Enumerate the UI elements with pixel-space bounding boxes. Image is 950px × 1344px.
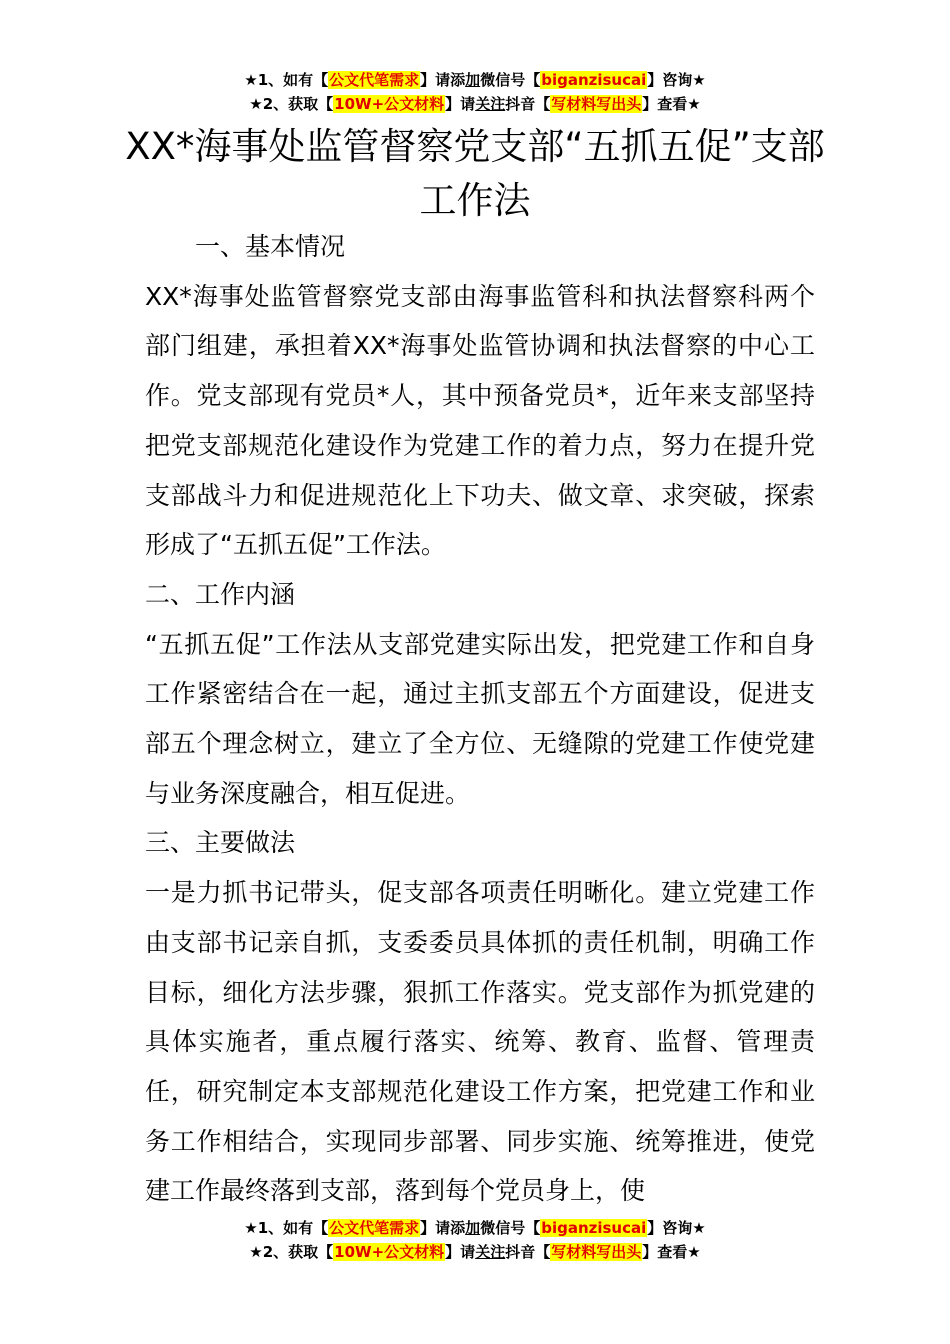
document-body	[145, 222, 815, 1216]
promo-emphasis: 关注	[475, 1243, 506, 1261]
document-title: XX*海事处监管督察党支部“五抓五促”支部工作法	[125, 125, 825, 222]
promo-line-2	[0, 92, 950, 116]
star-icon: ★	[692, 71, 706, 89]
promo-line-1	[0, 1216, 950, 1240]
promo-text: 】请添	[420, 1219, 466, 1237]
promo-banner-top	[0, 68, 950, 116]
promo-highlight: 公文代笔需求	[329, 1219, 420, 1237]
promo-text: 】咨询	[647, 71, 693, 89]
promo-text: 】请添	[420, 71, 466, 89]
promo-text: 】咨询	[647, 1219, 693, 1237]
promo-text: 微信号【	[480, 1219, 541, 1237]
paragraph: “五抓五促”工作法从支部党建实际出发，把党建工作和自身工作紧密结合在一起，通过主抓支部五个方面建设，促进支部五个理念树立，建立了全方位、无缝隙的党建工作使党建与业务深度融合，相互促进。	[145, 629, 815, 808]
promo-text: 】查看	[642, 1243, 688, 1261]
paragraph: XX*海事处监管督察党支部由海事监管科和执法督察科两个部门组建，承担着XX*海事处监管协调和执法督察的中心工作。党支部现有党员*人，其中预备党员*，近年来支部坚持把党支部规范化建设作为党建工作的着力点，努力在提升党支部战斗力和促进规范化上下功夫、做文章、求突破，探索形成了“五抓五促”工作法。	[145, 281, 815, 560]
promo-emphasis: 加	[465, 71, 481, 89]
promo-text: 1、如有【	[257, 1219, 329, 1237]
promo-wechat-id: biganzisucai	[541, 71, 647, 89]
promo-line-2	[0, 1240, 950, 1264]
star-icon: ★	[249, 1243, 263, 1261]
star-icon: ★	[244, 1219, 258, 1237]
promo-text: 2、获取【	[262, 95, 334, 113]
promo-emphasis: 加	[465, 1219, 481, 1237]
section-heading: 三、主要做法	[145, 828, 296, 858]
promo-text: 微信号【	[480, 71, 541, 89]
star-icon: ★	[244, 71, 258, 89]
promo-douyin-id: 写材料写出头	[551, 1243, 642, 1261]
star-icon: ★	[687, 95, 701, 113]
promo-text: 2、获取【	[262, 1243, 334, 1261]
promo-highlight: 10W+公文材料	[334, 1243, 445, 1261]
promo-banner-bottom	[0, 1216, 950, 1264]
promo-highlight: 10W+公文材料	[334, 95, 445, 113]
paragraph: 一是力抓书记带头，促支部各项责任明晰化。建立党建工作由支部书记亲自抓，支委委员具体抓的责任机制，明确工作目标，细化方法步骤，狠抓工作落实。党支部作为抓党建的具体实施者，重点履行落实、统筹、教育、监督、管理责任，研究制定本支部规范化建设工作方案，把党建工作和业务工作相结合，实现同步部署、同步实施、统筹推进，使党建工作最终落到支部，落到每个党员身上，使	[145, 878, 815, 1206]
promo-text: 】查看	[642, 95, 688, 113]
star-icon: ★	[692, 1219, 706, 1237]
star-icon: ★	[249, 95, 263, 113]
promo-emphasis: 关注	[475, 95, 506, 113]
promo-text: 抖音【	[505, 95, 551, 113]
promo-douyin-id: 写材料写出头	[551, 95, 642, 113]
promo-text: 抖音【	[505, 1243, 551, 1261]
promo-text: 】请	[445, 1243, 476, 1261]
promo-line-1	[0, 68, 950, 92]
promo-text: 】请	[445, 95, 476, 113]
promo-wechat-id: biganzisucai	[541, 1219, 647, 1237]
promo-highlight: 公文代笔需求	[329, 71, 420, 89]
star-icon: ★	[687, 1243, 701, 1261]
section-heading: 二、工作内涵	[145, 579, 296, 609]
promo-text: 1、如有【	[257, 71, 329, 89]
section-heading: 一、基本情况	[195, 232, 346, 261]
